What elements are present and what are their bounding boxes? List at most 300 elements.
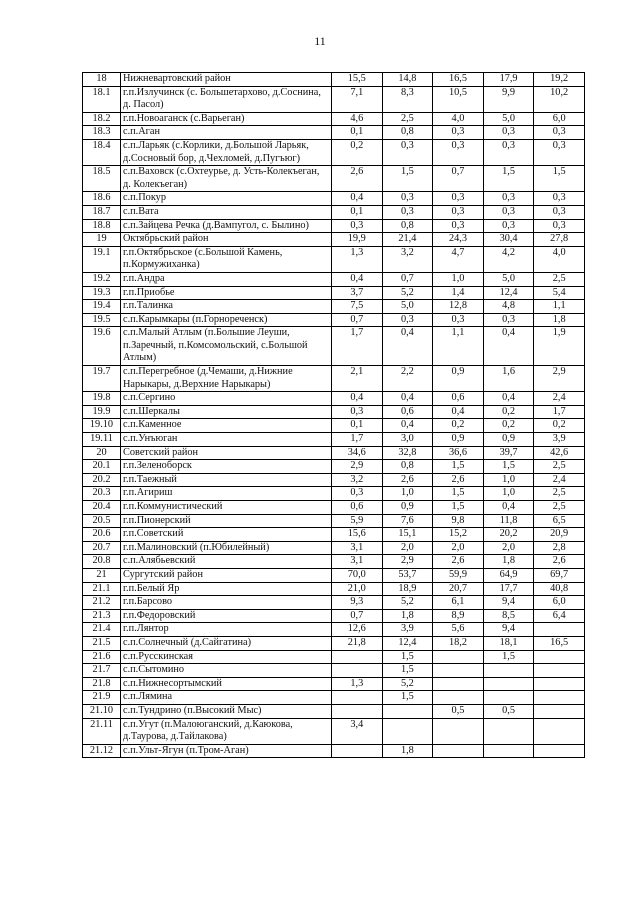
value-cell-4	[483, 677, 534, 691]
value-cell-5: 27,8	[534, 233, 585, 247]
row-number: 20.1	[83, 460, 121, 474]
value-cell-3: 36,6	[433, 446, 484, 460]
settlement-name: с.п.Покур	[121, 192, 332, 206]
settlement-name: с.п.Карымкары (п.Горнореченск)	[121, 313, 332, 327]
value-cell-4: 0,3	[483, 313, 534, 327]
value-cell-3: 0,3	[433, 313, 484, 327]
value-cell-2: 1,0	[382, 487, 433, 501]
value-cell-3: 8,9	[433, 609, 484, 623]
table-row	[83, 192, 585, 206]
value-cell-3: 16,5	[433, 73, 484, 87]
value-cell-4: 0,2	[483, 419, 534, 433]
value-cell-5: 5,4	[534, 286, 585, 300]
value-cell-1: 1,3	[332, 677, 383, 691]
table-row	[83, 446, 585, 460]
value-cell-3: 15,2	[433, 528, 484, 542]
value-cell-4: 30,4	[483, 233, 534, 247]
value-cell-2: 0,3	[382, 192, 433, 206]
value-cell-4: 0,3	[483, 219, 534, 233]
table-row	[83, 473, 585, 487]
settlement-name: г.п.Таежный	[121, 473, 332, 487]
value-cell-3: 9,8	[433, 514, 484, 528]
value-cell-3: 0,3	[433, 205, 484, 219]
value-cell-1: 2,6	[332, 166, 383, 192]
settlement-name: Сургутский район	[121, 568, 332, 582]
value-cell-5: 2,9	[534, 366, 585, 392]
value-cell-5	[534, 650, 585, 664]
value-cell-4: 1,8	[483, 555, 534, 569]
settlement-name: г.п.Андра	[121, 272, 332, 286]
value-cell-4: 5,0	[483, 112, 534, 126]
value-cell-3: 1,0	[433, 272, 484, 286]
value-cell-5: 2,5	[534, 272, 585, 286]
table-row	[83, 541, 585, 555]
table-row	[83, 246, 585, 272]
value-cell-2: 14,8	[382, 73, 433, 87]
value-cell-4: 0,9	[483, 433, 534, 447]
settlement-name: с.п.Унъюган	[121, 433, 332, 447]
value-cell-4	[483, 744, 534, 758]
settlement-name: г.п.Новоаганск (с.Варьеган)	[121, 112, 332, 126]
row-number: 18.5	[83, 166, 121, 192]
value-cell-4: 0,4	[483, 327, 534, 366]
value-cell-3	[433, 691, 484, 705]
value-cell-5: 6,4	[534, 609, 585, 623]
value-cell-5: 6,0	[534, 112, 585, 126]
value-cell-2: 0,7	[382, 272, 433, 286]
value-cell-2: 5,2	[382, 286, 433, 300]
value-cell-3: 2,6	[433, 555, 484, 569]
settlement-name: г.п.Талинка	[121, 300, 332, 314]
value-cell-2: 0,3	[382, 139, 433, 165]
value-cell-2: 5,2	[382, 677, 433, 691]
value-cell-4	[483, 691, 534, 705]
table-row	[83, 609, 585, 623]
settlement-name: с.п.Нижнесортымский	[121, 677, 332, 691]
value-cell-3: 0,5	[433, 704, 484, 718]
value-cell-5: 6,5	[534, 514, 585, 528]
value-cell-1: 0,6	[332, 501, 383, 515]
page-number: 11	[314, 34, 326, 48]
value-cell-5: 4,0	[534, 246, 585, 272]
value-cell-3: 0,9	[433, 366, 484, 392]
value-cell-5: 0,2	[534, 419, 585, 433]
value-cell-4: 20,2	[483, 528, 534, 542]
settlement-name: г.п.Белый Яр	[121, 582, 332, 596]
value-cell-2: 2,6	[382, 473, 433, 487]
table-row	[83, 487, 585, 501]
value-cell-3: 10,5	[433, 86, 484, 112]
value-cell-4: 1,6	[483, 366, 534, 392]
settlement-name: Нижневартовский район	[121, 73, 332, 87]
settlement-name: г.п.Приобье	[121, 286, 332, 300]
row-number: 20	[83, 446, 121, 460]
value-cell-5: 1,8	[534, 313, 585, 327]
value-cell-5: 20,9	[534, 528, 585, 542]
value-cell-5: 0,3	[534, 126, 585, 140]
settlement-name: с.п.Тундрино (п.Высокий Мыс)	[121, 704, 332, 718]
value-cell-1: 0,3	[332, 219, 383, 233]
row-number: 21	[83, 568, 121, 582]
value-cell-1: 7,5	[332, 300, 383, 314]
value-cell-5: 19,2	[534, 73, 585, 87]
value-cell-5: 2,5	[534, 501, 585, 515]
value-cell-4: 17,7	[483, 582, 534, 596]
row-number: 20.3	[83, 487, 121, 501]
value-cell-3: 4,0	[433, 112, 484, 126]
value-cell-3	[433, 744, 484, 758]
value-cell-1: 7,1	[332, 86, 383, 112]
value-cell-1: 15,5	[332, 73, 383, 87]
table-row	[83, 392, 585, 406]
value-cell-5: 2,6	[534, 555, 585, 569]
value-cell-5: 2,4	[534, 392, 585, 406]
value-cell-1: 0,1	[332, 126, 383, 140]
row-number: 21.9	[83, 691, 121, 705]
row-number: 19.8	[83, 392, 121, 406]
table-row	[83, 112, 585, 126]
value-cell-4: 9,4	[483, 623, 534, 637]
value-cell-3: 4,7	[433, 246, 484, 272]
value-cell-3: 0,9	[433, 433, 484, 447]
value-cell-4: 1,5	[483, 460, 534, 474]
value-cell-3: 0,7	[433, 166, 484, 192]
value-cell-4: 9,4	[483, 596, 534, 610]
table-row	[83, 233, 585, 247]
value-cell-2: 5,0	[382, 300, 433, 314]
value-cell-5: 0,3	[534, 139, 585, 165]
value-cell-5	[534, 623, 585, 637]
value-cell-4: 0,5	[483, 704, 534, 718]
row-number: 18.1	[83, 86, 121, 112]
value-cell-1: 0,1	[332, 205, 383, 219]
table-row	[83, 366, 585, 392]
settlement-name: с.п.Лямина	[121, 691, 332, 705]
settlement-name: г.п.Агириш	[121, 487, 332, 501]
value-cell-2: 0,9	[382, 501, 433, 515]
settlement-name: с.п.Каменное	[121, 419, 332, 433]
table-row	[83, 582, 585, 596]
value-cell-4: 11,8	[483, 514, 534, 528]
value-cell-1: 3,2	[332, 473, 383, 487]
value-cell-3: 0,3	[433, 219, 484, 233]
settlement-name: г.п.Октябрьское (с.Большой Камень, п.Кормужиханка)	[121, 246, 332, 272]
value-cell-5	[534, 744, 585, 758]
value-cell-3: 59,9	[433, 568, 484, 582]
value-cell-4: 0,3	[483, 139, 534, 165]
value-cell-2: 0,8	[382, 126, 433, 140]
row-number: 19.4	[83, 300, 121, 314]
value-cell-4: 0,3	[483, 205, 534, 219]
value-cell-4: 0,4	[483, 501, 534, 515]
row-number: 21.7	[83, 664, 121, 678]
value-cell-5: 2,5	[534, 487, 585, 501]
settlement-name: с.п.Русскинская	[121, 650, 332, 664]
table-row	[83, 650, 585, 664]
value-cell-3: 6,1	[433, 596, 484, 610]
value-cell-1: 15,6	[332, 528, 383, 542]
table-row	[83, 704, 585, 718]
value-cell-1	[332, 691, 383, 705]
row-number: 19.7	[83, 366, 121, 392]
value-cell-5: 2,4	[534, 473, 585, 487]
value-cell-2: 1,5	[382, 166, 433, 192]
value-cell-1	[332, 744, 383, 758]
value-cell-3: 2,0	[433, 541, 484, 555]
value-cell-2: 32,8	[382, 446, 433, 460]
table-row	[83, 744, 585, 758]
row-number: 18.6	[83, 192, 121, 206]
value-cell-2: 3,0	[382, 433, 433, 447]
table-row	[83, 555, 585, 569]
value-cell-2: 0,3	[382, 313, 433, 327]
settlement-name: с.п.Алябьевский	[121, 555, 332, 569]
settlement-name: Октябрьский район	[121, 233, 332, 247]
value-cell-1: 34,6	[332, 446, 383, 460]
value-cell-4: 2,0	[483, 541, 534, 555]
row-number: 18	[83, 73, 121, 87]
value-cell-5	[534, 691, 585, 705]
value-cell-1: 0,1	[332, 419, 383, 433]
value-cell-4: 12,4	[483, 286, 534, 300]
value-cell-1: 9,3	[332, 596, 383, 610]
settlement-name: г.п.Зеленоборск	[121, 460, 332, 474]
row-number: 19.5	[83, 313, 121, 327]
value-cell-3: 1,1	[433, 327, 484, 366]
value-cell-3: 5,6	[433, 623, 484, 637]
settlement-name: с.п.Солнечный (д.Сайгатина)	[121, 636, 332, 650]
value-cell-3: 1,5	[433, 460, 484, 474]
value-cell-5	[534, 704, 585, 718]
value-cell-3: 12,8	[433, 300, 484, 314]
row-number: 21.3	[83, 609, 121, 623]
table-row	[83, 568, 585, 582]
value-cell-2: 8,3	[382, 86, 433, 112]
value-cell-5: 10,2	[534, 86, 585, 112]
value-cell-4: 1,5	[483, 650, 534, 664]
value-cell-2: 0,8	[382, 219, 433, 233]
table-row	[83, 419, 585, 433]
value-cell-1: 5,9	[332, 514, 383, 528]
row-number: 21.4	[83, 623, 121, 637]
value-cell-5: 0,3	[534, 192, 585, 206]
value-cell-2: 1,5	[382, 650, 433, 664]
value-cell-4: 0,2	[483, 405, 534, 419]
value-cell-2: 1,8	[382, 609, 433, 623]
table-row	[83, 327, 585, 366]
value-cell-4: 5,0	[483, 272, 534, 286]
settlement-name: с.п.Ларьяк (с.Корлики, д.Большой Ларьяк, д.Сосновый бор, д.Чехломей, д.Пугъюг)	[121, 139, 332, 165]
value-cell-1: 0,7	[332, 313, 383, 327]
value-cell-5: 40,8	[534, 582, 585, 596]
value-cell-1	[332, 664, 383, 678]
value-cell-4: 18,1	[483, 636, 534, 650]
value-cell-5: 1,9	[534, 327, 585, 366]
settlement-name: г.п.Коммунистический	[121, 501, 332, 515]
settlement-name: г.п.Советский	[121, 528, 332, 542]
table-row	[83, 205, 585, 219]
value-cell-4	[483, 664, 534, 678]
row-number: 20.2	[83, 473, 121, 487]
value-cell-3: 1,5	[433, 487, 484, 501]
row-number: 21.1	[83, 582, 121, 596]
table-row	[83, 460, 585, 474]
value-cell-2: 2,0	[382, 541, 433, 555]
value-cell-1: 0,2	[332, 139, 383, 165]
value-cell-1: 0,3	[332, 405, 383, 419]
settlement-name: г.п.Лянтор	[121, 623, 332, 637]
row-number: 19.11	[83, 433, 121, 447]
value-cell-3: 1,4	[433, 286, 484, 300]
value-cell-5: 1,1	[534, 300, 585, 314]
value-cell-4: 4,8	[483, 300, 534, 314]
table-row	[83, 300, 585, 314]
value-cell-2: 3,2	[382, 246, 433, 272]
value-cell-2: 18,9	[382, 582, 433, 596]
value-cell-1: 21,8	[332, 636, 383, 650]
value-cell-1: 0,4	[332, 272, 383, 286]
table-row	[83, 664, 585, 678]
value-cell-1: 70,0	[332, 568, 383, 582]
value-cell-3: 0,3	[433, 192, 484, 206]
value-cell-2: 2,5	[382, 112, 433, 126]
value-cell-4: 64,9	[483, 568, 534, 582]
value-cell-5: 16,5	[534, 636, 585, 650]
value-cell-2: 1,5	[382, 664, 433, 678]
table-row	[83, 405, 585, 419]
value-cell-1: 0,3	[332, 487, 383, 501]
value-cell-3: 18,2	[433, 636, 484, 650]
table-row	[83, 219, 585, 233]
value-cell-5: 42,6	[534, 446, 585, 460]
settlement-name: с.п.Ульт-Ягун (п.Тром-Аган)	[121, 744, 332, 758]
settlement-name: с.п.Угут (п.Малоюганский, д.Каюкова, д.Таурова, д.Тайлакова)	[121, 718, 332, 744]
row-number: 19.1	[83, 246, 121, 272]
value-cell-3: 0,4	[433, 405, 484, 419]
value-cell-3: 1,5	[433, 501, 484, 515]
value-cell-2: 21,4	[382, 233, 433, 247]
settlement-name: г.п.Излучинск (с. Большетархово, д.Соснина, д. Пасол)	[121, 86, 332, 112]
value-cell-4: 1,5	[483, 166, 534, 192]
row-number: 20.8	[83, 555, 121, 569]
value-cell-4: 1,0	[483, 487, 534, 501]
value-cell-1: 3,7	[332, 286, 383, 300]
table-row	[83, 286, 585, 300]
value-cell-1: 12,6	[332, 623, 383, 637]
row-number: 18.3	[83, 126, 121, 140]
value-cell-2: 3,9	[382, 623, 433, 637]
value-cell-2	[382, 718, 433, 744]
value-cell-4: 0,4	[483, 392, 534, 406]
value-cell-3: 20,7	[433, 582, 484, 596]
value-cell-3: 0,2	[433, 419, 484, 433]
value-cell-2: 1,8	[382, 744, 433, 758]
row-number: 21.2	[83, 596, 121, 610]
value-cell-4: 17,9	[483, 73, 534, 87]
table-row	[83, 528, 585, 542]
value-cell-1: 2,9	[332, 460, 383, 474]
value-cell-5	[534, 718, 585, 744]
table-row	[83, 501, 585, 515]
row-number: 18.4	[83, 139, 121, 165]
row-number: 19.9	[83, 405, 121, 419]
table-row	[83, 691, 585, 705]
row-number: 21.5	[83, 636, 121, 650]
value-cell-5: 1,7	[534, 405, 585, 419]
value-cell-1: 0,7	[332, 609, 383, 623]
value-cell-2: 0,4	[382, 419, 433, 433]
table-row	[83, 433, 585, 447]
value-cell-4: 4,2	[483, 246, 534, 272]
value-cell-1: 1,7	[332, 327, 383, 366]
value-cell-3: 0,3	[433, 126, 484, 140]
value-cell-1	[332, 650, 383, 664]
table-body	[83, 73, 585, 758]
value-cell-2: 0,4	[382, 327, 433, 366]
value-cell-3: 0,3	[433, 139, 484, 165]
value-cell-5: 2,8	[534, 541, 585, 555]
row-number: 19.10	[83, 419, 121, 433]
table-row	[83, 596, 585, 610]
value-cell-2	[382, 704, 433, 718]
value-cell-2: 0,3	[382, 205, 433, 219]
value-cell-1	[332, 704, 383, 718]
settlement-name: с.п.Ваховск (с.Охтеурье, д. Усть-Колекъеган, д. Колекъеган)	[121, 166, 332, 192]
value-cell-2: 7,6	[382, 514, 433, 528]
value-cell-2: 15,1	[382, 528, 433, 542]
row-number: 21.6	[83, 650, 121, 664]
settlement-name: г.п.Малиновский (п.Юбилейный)	[121, 541, 332, 555]
value-cell-5	[534, 677, 585, 691]
row-number: 21.10	[83, 704, 121, 718]
table-row	[83, 623, 585, 637]
value-cell-5	[534, 664, 585, 678]
row-number: 18.2	[83, 112, 121, 126]
value-cell-3: 0,6	[433, 392, 484, 406]
row-number: 21.12	[83, 744, 121, 758]
value-cell-3	[433, 718, 484, 744]
value-cell-1: 0,4	[332, 192, 383, 206]
settlement-name: г.п.Барсово	[121, 596, 332, 610]
settlement-name: с.п.Вата	[121, 205, 332, 219]
value-cell-1: 3,4	[332, 718, 383, 744]
value-cell-2: 53,7	[382, 568, 433, 582]
table-row	[83, 166, 585, 192]
value-cell-4: 1,0	[483, 473, 534, 487]
settlement-name: с.п.Сергино	[121, 392, 332, 406]
table-row	[83, 636, 585, 650]
value-cell-5: 69,7	[534, 568, 585, 582]
value-cell-5: 0,3	[534, 205, 585, 219]
value-cell-1: 19,9	[332, 233, 383, 247]
table-row	[83, 126, 585, 140]
value-cell-2: 2,2	[382, 366, 433, 392]
settlement-name: г.п.Пионерский	[121, 514, 332, 528]
value-cell-1: 4,6	[332, 112, 383, 126]
settlement-name: с.п.Шеркалы	[121, 405, 332, 419]
table-row	[83, 677, 585, 691]
settlement-name: г.п.Федоровский	[121, 609, 332, 623]
value-cell-2: 12,4	[382, 636, 433, 650]
row-number: 20.7	[83, 541, 121, 555]
row-number: 21.8	[83, 677, 121, 691]
row-number: 20.6	[83, 528, 121, 542]
settlement-name: Советский район	[121, 446, 332, 460]
value-cell-2: 1,5	[382, 691, 433, 705]
value-cell-3	[433, 650, 484, 664]
value-cell-3	[433, 677, 484, 691]
value-cell-5: 1,5	[534, 166, 585, 192]
